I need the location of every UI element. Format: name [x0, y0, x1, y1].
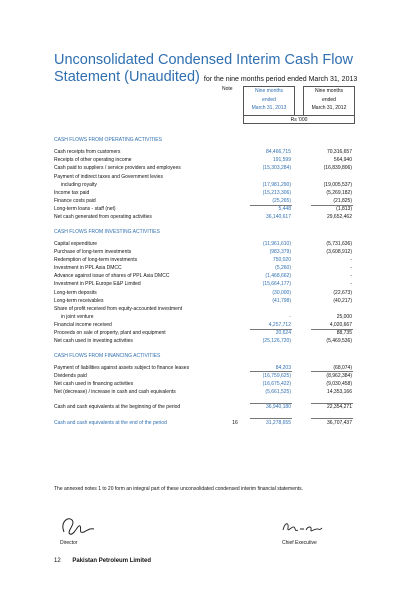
table-row — [54, 240, 354, 248]
value-2012: 36,707,437 — [326, 419, 352, 426]
row-label: Advance against issue of shares of PPL Asia DMCC — [54, 273, 170, 280]
section-heading-label: CASH FLOWS FROM OPERATING ACTIVITIES — [54, 137, 162, 143]
section-heading — [54, 136, 354, 144]
table-row — [54, 189, 354, 197]
table-row — [54, 173, 354, 181]
table-row — [54, 403, 354, 411]
value-2012: (19,005,537) — [323, 181, 352, 188]
value-2012: (40,217) — [333, 297, 352, 304]
value-2012: (5,269,182) — [326, 189, 352, 196]
row-label: Finance costs paid — [54, 198, 96, 205]
subtotal-rule — [311, 403, 353, 404]
value-2012: 25,000 — [336, 314, 352, 320]
subtotal-rule — [311, 329, 353, 330]
value-2013: (17,981,290) — [262, 181, 291, 188]
row-label: Financial income received — [54, 322, 112, 329]
row-note: 16 — [232, 419, 238, 426]
section-heading-label: CASH FLOWS FROM INVESTING ACTIVITIES — [54, 228, 160, 235]
value-2013: (11,961,610) — [263, 240, 291, 247]
chief-executive-label: Chief Executive — [282, 540, 317, 546]
table-row — [54, 148, 354, 156]
value-2013: - — [289, 314, 291, 320]
value-2013: (5,260) — [275, 265, 291, 272]
table-row — [54, 272, 354, 280]
note-column-header: Note — [222, 86, 233, 92]
subtotal-rule — [250, 418, 292, 419]
table-row — [54, 329, 354, 337]
row-label: Share of profit received from equity-accounted investment — [54, 305, 183, 312]
section-heading — [54, 228, 354, 236]
value-2012: - — [350, 281, 352, 288]
table-row — [54, 419, 354, 427]
column-header-line: Nine months — [314, 88, 344, 94]
table-row — [54, 305, 354, 313]
column-header-line: March 31, 2013 — [251, 105, 287, 111]
section-heading-label: CASH FLOWS FROM FINANCING ACTIVITIES — [54, 352, 161, 359]
row-label: Receipts of other operating income — [54, 157, 132, 164]
value-2013: (1,468,662) — [265, 273, 291, 280]
value-2013: 5,448 — [278, 206, 291, 213]
value-2012: 29,652,462 — [326, 214, 352, 221]
row-label: Payment of indirect taxes and Government levies — [54, 173, 163, 180]
value-2012: (5,731,636) — [326, 240, 352, 247]
subtotal-rule — [311, 418, 353, 419]
page-footer — [54, 558, 151, 564]
table-row — [54, 213, 354, 221]
value-2012: - — [350, 256, 352, 263]
table-row — [54, 248, 354, 256]
row-label: including royalty — [61, 181, 97, 188]
table-row — [54, 280, 354, 288]
value-2012: 88,735 — [336, 330, 352, 337]
value-2013: (41,798) — [272, 297, 291, 304]
column-header-line: March 31, 2012 — [311, 105, 347, 111]
value-2012: 4,020,667 — [329, 322, 352, 329]
table-row — [54, 388, 354, 396]
table-row — [54, 321, 354, 329]
table-row — [54, 256, 354, 264]
value-2013: (15,303,284) — [262, 165, 291, 172]
value-2013: 84,466,715 — [265, 149, 291, 156]
value-2013: 84,203 — [275, 364, 291, 371]
statement-title — [54, 52, 394, 88]
value-2013: 20,624 — [275, 330, 291, 337]
chief-executive-signature — [280, 518, 324, 536]
value-2012: (9,030,458) — [326, 381, 352, 388]
value-2012: (22,673) — [333, 289, 352, 296]
currency-unit: Rs '000 — [243, 115, 355, 124]
value-2012: (5,469,536) — [326, 338, 352, 345]
table-row — [54, 297, 354, 305]
column-header-2012 — [303, 86, 355, 116]
value-2012: 22,354,271 — [326, 404, 352, 411]
table-row — [54, 205, 354, 213]
table-row — [54, 372, 354, 380]
value-2012: (1,813) — [336, 206, 352, 213]
row-label: Long-term deposits — [54, 289, 97, 296]
value-2013: (15,213,306) — [262, 189, 291, 196]
subtotal-rule — [311, 205, 353, 206]
value-2013: (15,664,177) — [262, 281, 291, 288]
subtotal-rule — [250, 371, 292, 372]
row-label: Net cash used in financing activities — [54, 381, 134, 388]
section-heading — [54, 352, 354, 360]
row-label: Proceeds on sale of property, plant and equipment — [54, 330, 166, 337]
row-label: Dividends paid — [54, 372, 87, 379]
value-2013: 36,940,180 — [265, 404, 291, 411]
value-2013: 750,020 — [272, 256, 291, 263]
table-row — [54, 197, 354, 205]
director-signature — [58, 514, 98, 538]
row-label: Payment of liabilities against assets subject to finance leases — [54, 364, 190, 371]
value-2012: (68,074) — [333, 364, 352, 371]
subtotal-rule — [250, 205, 292, 206]
subtotal-rule — [250, 403, 292, 404]
subtotal-rule — [311, 371, 353, 372]
table-row — [54, 313, 354, 321]
table-row — [54, 164, 354, 172]
value-2012: - — [350, 265, 352, 272]
value-2013: (30,000) — [272, 289, 291, 296]
annexed-notes-statement: The annexed notes 1 to 20 form an integral part of these unconsolidated condensed interim financial statements. — [54, 486, 304, 492]
value-2013: (25,265) — [272, 198, 291, 205]
value-2012: (16,839,806) — [323, 165, 352, 172]
table-row — [54, 264, 354, 272]
column-header-line: Nine months — [254, 88, 284, 94]
row-label: in joint venture — [61, 314, 94, 320]
value-2013: 31,278,655 — [265, 419, 291, 426]
column-header-line: ended — [262, 96, 276, 103]
value-2012: 70,316,657 — [326, 149, 352, 156]
table-row — [54, 181, 354, 189]
row-label: Net cash used in investing activities — [54, 338, 133, 345]
table-row — [54, 380, 354, 388]
title-period: for the nine months period ended March 31, 2013 — [203, 76, 358, 83]
row-label: Cash paid to suppliers / service providers and employees — [54, 165, 181, 172]
value-2013: (983,379) — [269, 248, 291, 255]
value-2012: (3,608,912) — [326, 248, 352, 255]
row-label: Net (decrease) / increase in cash and cash equivalents — [54, 389, 176, 396]
value-2013: (25,126,720) — [262, 338, 291, 345]
column-header-2013 — [243, 86, 295, 116]
row-label: Net cash generated from operating activities — [54, 214, 152, 221]
table-row — [54, 156, 354, 164]
row-label: Cash and cash equivalents at the beginning of the period — [54, 404, 181, 411]
page-number: 12 — [54, 558, 61, 564]
table-row — [54, 289, 354, 297]
row-label: Cash receipts from customers — [54, 149, 121, 156]
value-2013: (16,759,625) — [262, 372, 291, 379]
row-label: Long-term loans - staff (net) — [54, 206, 116, 213]
row-label: Investment in PPL Europe E&P Limited — [54, 281, 141, 288]
row-label: Investment in PPL Asia DMCC — [54, 265, 122, 272]
row-label: Capital expenditure — [54, 240, 98, 247]
table-row — [54, 337, 354, 345]
value-2012: (21,825) — [333, 198, 352, 205]
row-label: Income tax paid — [54, 189, 90, 196]
value-2012: (8,962,384) — [326, 372, 352, 379]
title-main: Unconsolidated Condensed Interim Cash Flow Statement (Unaudited) — [54, 52, 354, 85]
table-row — [54, 364, 354, 372]
value-2012: 14,353,166 — [326, 389, 352, 396]
director-label: Director — [60, 540, 78, 546]
value-2012: - — [350, 273, 352, 280]
value-2013: (5,661,525) — [265, 389, 291, 396]
company-name: Pakistan Petroleum Limited — [72, 558, 152, 564]
row-label: Long-term receivables — [54, 297, 104, 304]
value-2013: 36,140,617 — [265, 214, 291, 221]
row-label: Cash and cash equivalents at the end of the period — [54, 419, 167, 426]
row-label: Purchase of long-term investments — [54, 248, 132, 255]
subtotal-rule — [250, 329, 292, 330]
column-header-line: ended — [322, 96, 336, 103]
value-2013: 4,257,712 — [268, 322, 291, 329]
value-2013: (16,675,422) — [262, 381, 291, 388]
value-2012: 564,940 — [333, 157, 352, 164]
row-label: Redemption of long-term investments — [54, 256, 138, 263]
value-2013: 191,599 — [272, 157, 291, 164]
